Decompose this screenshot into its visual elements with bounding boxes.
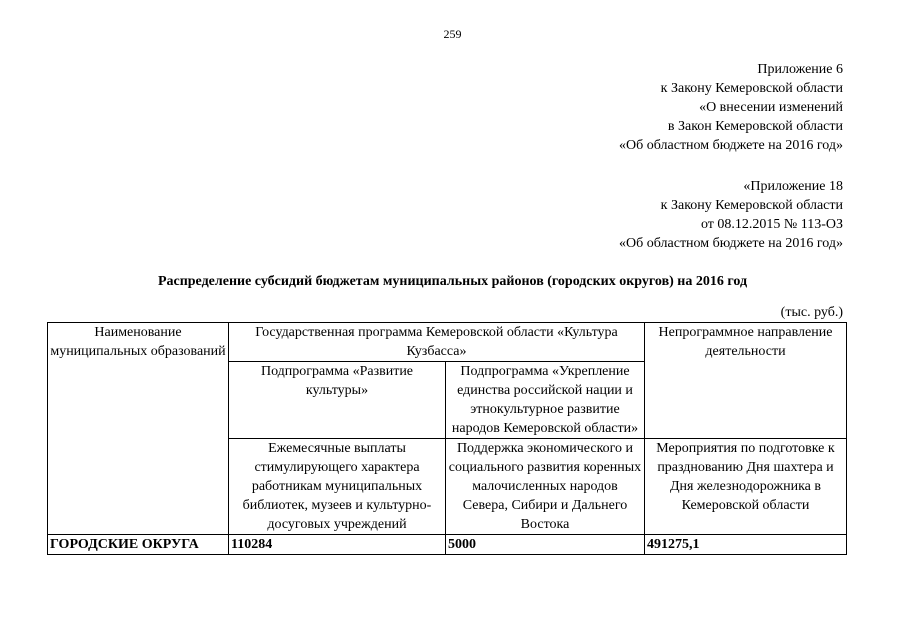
header-subprogram-2: Подпрограмма «Укрепление единства российской нации и этнокультурное развитие народов Кемеровской области» [446,362,645,439]
row-value-2: 5000 [446,535,645,555]
appendix-line: в Закон Кемеровской области [667,119,843,134]
header-measure-2: Поддержка экономического и социального развития коренных малочисленных народов Севера, Сибири и Дальнего Востока [446,439,645,535]
page-number: 259 [443,27,462,41]
appendix-18-header [619,177,843,253]
table-header-row [48,323,847,362]
row-value-3: 491275,1 [645,535,847,555]
appendix-line: от 08.12.2015 № 113-ОЗ [700,217,843,232]
subsidy-table [47,322,847,555]
units-label: (тыс. руб.) [780,305,843,320]
appendix-line: Приложение 6 [757,62,843,77]
row-value-1: 110284 [229,535,446,555]
appendix-line: «Приложение 18 [743,179,843,194]
appendix-line: «Об областном бюджете на 2016 год» [619,138,843,153]
table-row [48,535,847,555]
header-non-program: Непрограммное направление деятельности [645,323,847,439]
header-subprogram-1: Подпрограмма «Развитие культуры» [229,362,446,439]
header-program: Государственная программа Кемеровской области «Культура Кузбасса» [229,323,645,362]
header-measure-1: Ежемесячные выплаты стимулирующего характера работникам муниципальных библиотек, музеев и культурно-досуговых учреждений [229,439,446,535]
header-measure-3: Мероприятия по подготовке к празднованию Дня шахтера и Дня железнодорожника в Кемеровской области [645,439,847,535]
appendix-6-header [619,60,843,155]
header-municipality: Наименование муниципальных образований [48,323,229,535]
appendix-line: к Закону Кемеровской области [660,198,843,213]
row-name: ГОРОДСКИЕ ОКРУГА [48,535,229,555]
document-title: Распределение субсидий бюджетам муниципальных районов (городских округов) на 2016 год [157,274,748,289]
appendix-line: «О внесении изменений [699,100,843,115]
appendix-line: «Об областном бюджете на 2016 год» [619,236,843,251]
appendix-line: к Закону Кемеровской области [660,81,843,96]
